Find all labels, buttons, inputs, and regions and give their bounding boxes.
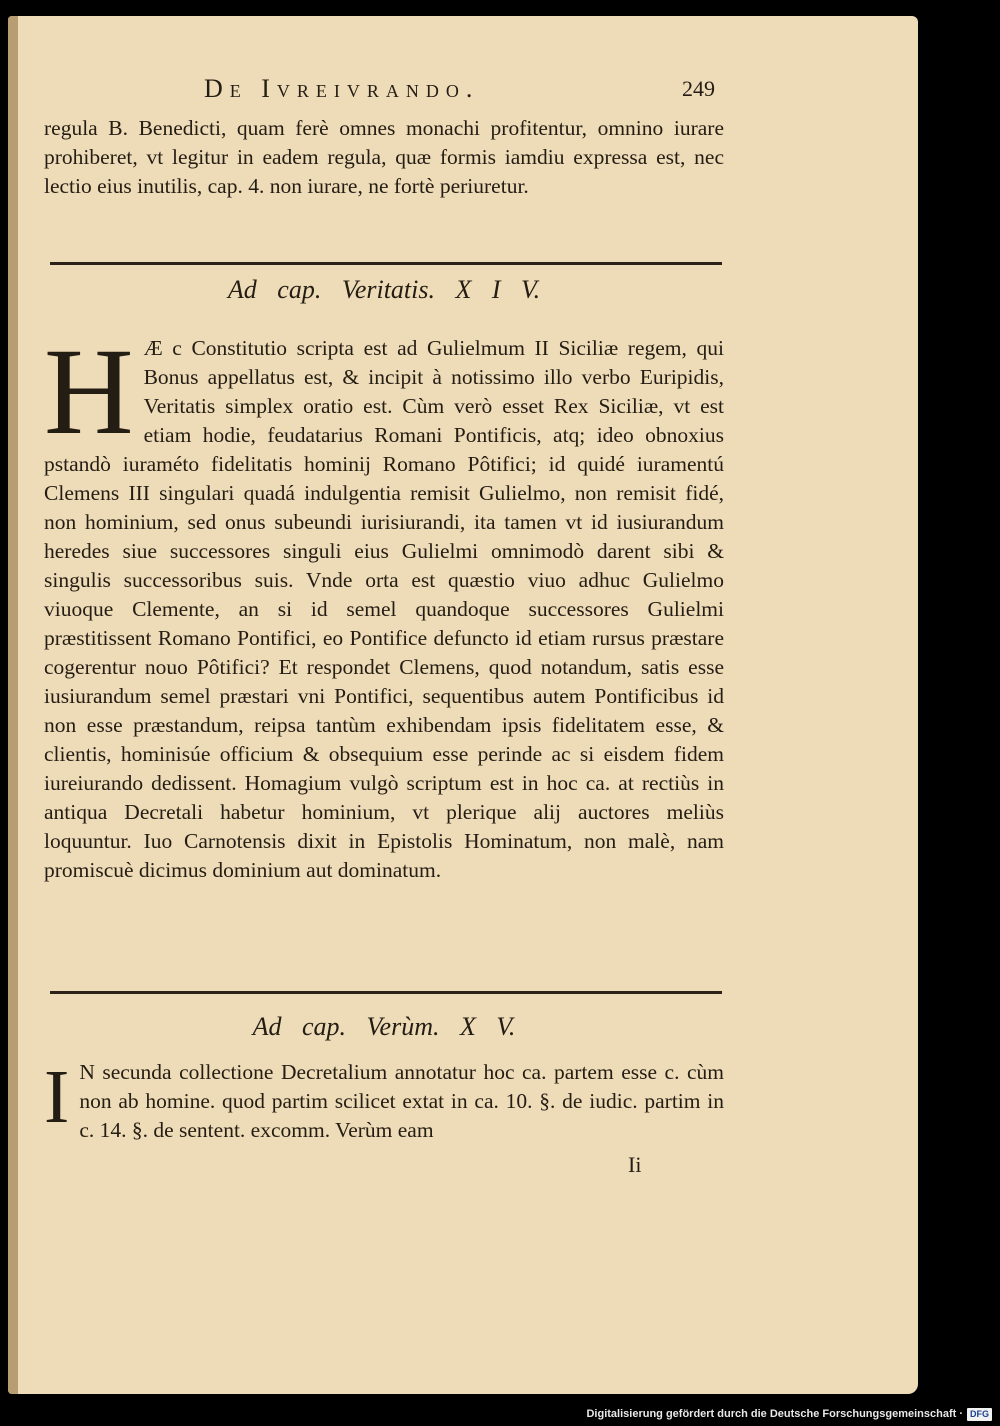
- section-2-dropcap: I: [44, 1055, 70, 1139]
- section-1-dropcap: H: [44, 323, 134, 460]
- opening-paragraph: regula B. Benedicti, quam ferè omnes monachi profitentur, omnino iurare prohiberet, vt legitur in eadem regula, quæ formis iamdiu expressa est, nec lectio eius inutilis, cap. 4. non iurare, ne fortè periuretur.: [44, 116, 724, 198]
- section-2: [44, 1055, 724, 1145]
- section-2-heading: Ad cap. Verùm. X V.: [252, 1012, 516, 1041]
- running-head: De Ivreivrando.: [204, 74, 480, 103]
- page-number: 249: [682, 76, 715, 101]
- section-divider-2: [50, 991, 722, 994]
- page-gutter: [8, 16, 18, 1394]
- section-divider-1: [50, 262, 722, 265]
- page-header: [44, 68, 724, 108]
- section-1: [44, 323, 724, 885]
- digitization-footer: [586, 1406, 992, 1422]
- signature-mark: Ii: [628, 1152, 642, 1177]
- section-2-text: N secunda collectione Decretalium annotatur hoc ca. partem esse c. cùm non ab homine. quod partim scilicet extat in ca. 10. §. de iudic. partim in c. 14. §. de sentent. excomm. Verùm eam: [79, 1060, 724, 1142]
- dfg-logo[interactable]: DFG: [967, 1408, 992, 1421]
- section-1-heading: Ad cap. Veritatis. X I V.: [227, 275, 541, 304]
- footer-credit: Digitalisierung gefördert durch die Deutsche Forschungsgemeinschaft ·: [586, 1408, 963, 1420]
- section-1-text: Æ c Constitutio scripta est ad Gulielmum II Siciliæ regem, qui Bonus appellatus est, & incipit à notissimo illo verbo Euripidis, Veritatis simplex oratio est. Cùm verò esset Rex Siciliæ, vt est etiam hodie, feudatarius Romani Pontificis, atq; ideo obnoxius pstandò iuraméto fidelitatis hominij Romano Pôtifici; id quidé iuramentú Clemens III singulari quadá indulgentia remisit Gulielmo, non remisit fidé, non hominium, sed onus subeundi iurisiurandi, ita tamen vt id iusiurandum heredes siue successores singuli eius Gulielmi omnimodò darent sibi & singulis successoribus suis. Vnde orta est quæstio viuo adhuc Gulielmo viuoque Clemente, an si id semel quandoque successores Gulielmi præstitissent Romano Pontifici, eo Pontifice defuncto id etiam rursus præstare cogerentur nouo Pôtifici? Et respondet Clemens, quod notandum, satis esse iusiurandum semel præstari vni Pontifici, sequentibus autem Pontificibus id non esse præstandum, reipsa tantùm exhibendam ipsis fidelitatem esse, & clientis, hominisúe officium & obsequium esse perinde ac si eisdem fidem iureiurando dedissent. Homagium vulgò scriptum est in hoc ca. at rectiùs in antiqua Decretali habetur hominium, vt plerique alij auctores meliùs loquuntur. Iuo Carnotensis dixit in Epistolis Hominatum, non malè, nam promiscuè dicimus dominium aut dominatum.: [44, 336, 724, 882]
